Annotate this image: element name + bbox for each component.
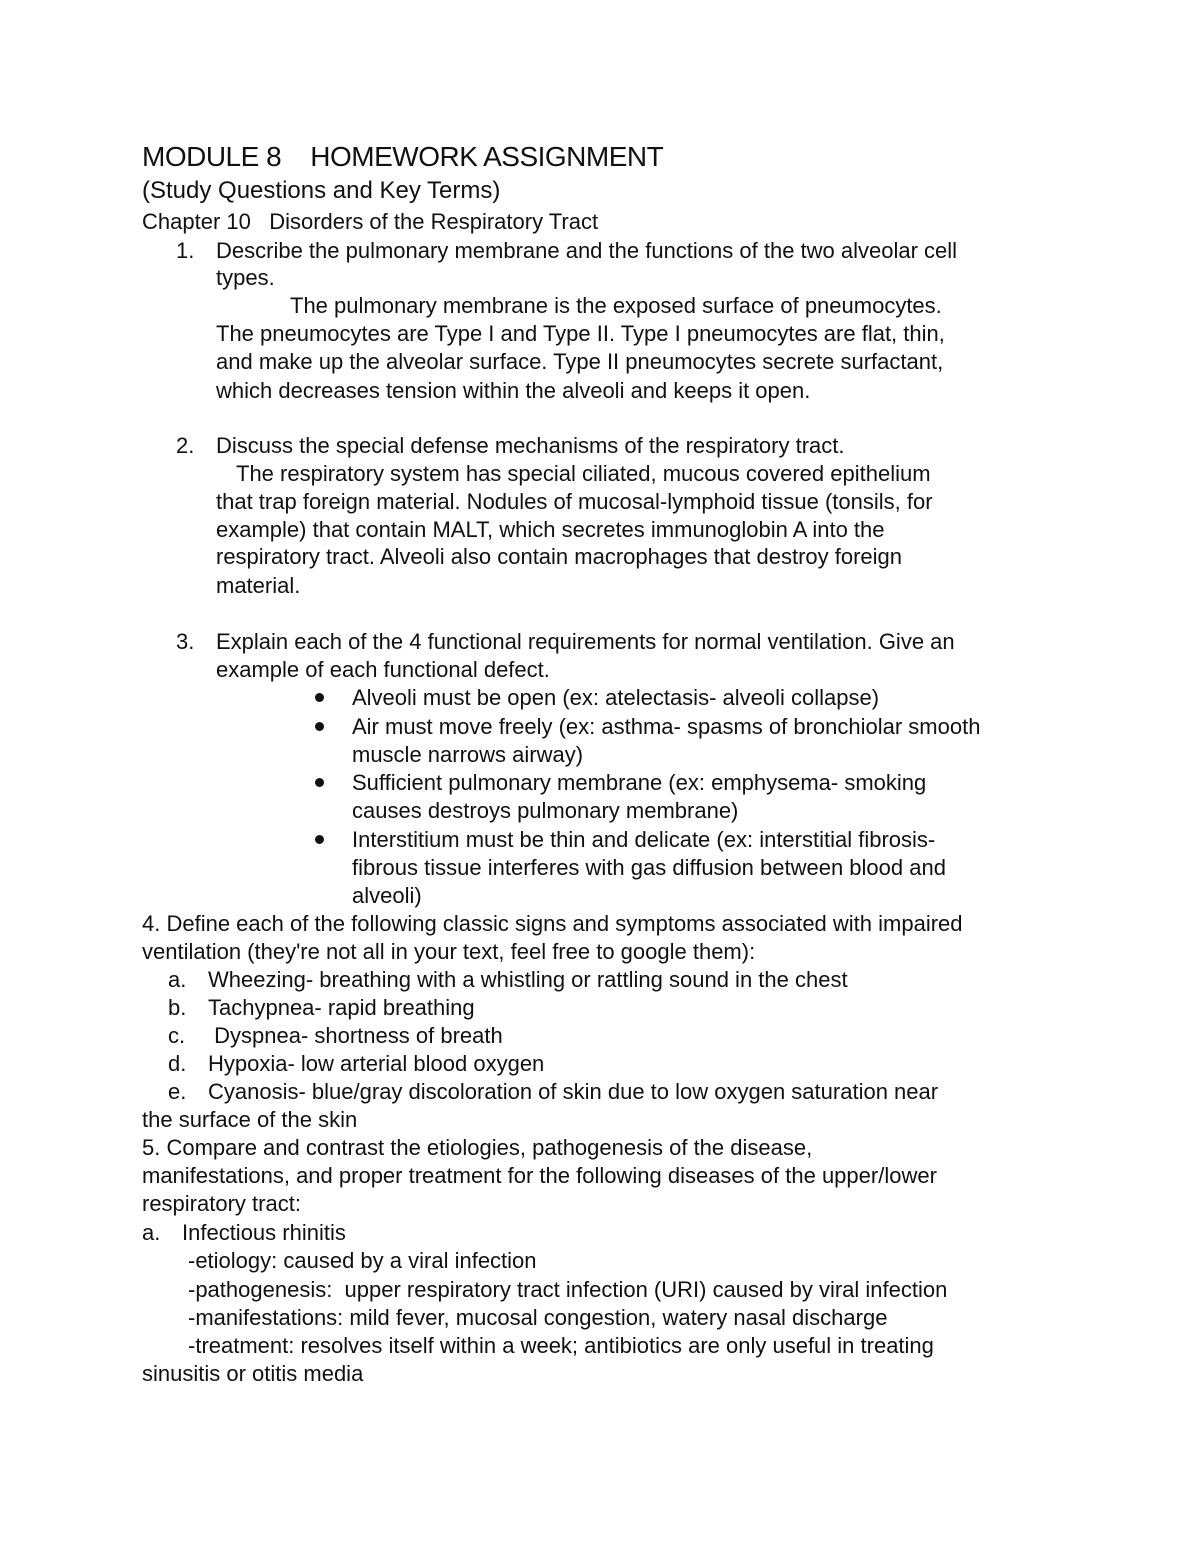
- bullet-icon: [315, 835, 324, 844]
- chapter-heading: Chapter 10 Disorders of the Respiratory Tract: [142, 209, 599, 234]
- q5-item-title: Infectious rhinitis: [182, 1220, 346, 1245]
- bullet-icon: [315, 722, 324, 731]
- q1-number: 1.: [176, 238, 195, 263]
- q4-item-text: Tachypnea- rapid breathing: [208, 995, 475, 1020]
- q4-item-text: Cyanosis- blue/gray discoloration of skin due to low oxygen saturation near: [208, 1079, 939, 1104]
- q5-item-letter: a.: [142, 1220, 161, 1245]
- q1-answer-line: which decreases tension within the alveoli and keeps it open.: [216, 378, 811, 403]
- q2-answer-line: material.: [216, 573, 301, 598]
- q1-answer-line: and make up the alveolar surface. Type II pneumocytes secrete surfactant,: [216, 349, 944, 374]
- q1-text-line: Describe the pulmonary membrane and the functions of the two alveolar cell: [216, 238, 958, 263]
- q4-item-text: Dyspnea- shortness of breath: [208, 1023, 503, 1048]
- q4-item-letter: b.: [168, 995, 187, 1020]
- bullet-icon: [315, 693, 324, 702]
- q3-bullet-line: Alveoli must be open (ex: atelectasis- alveoli collapse): [352, 685, 880, 710]
- q3-bullet-line: causes destroys pulmonary membrane): [352, 798, 739, 823]
- q3-bullet-line: Sufficient pulmonary membrane (ex: emphysema- smoking: [352, 770, 927, 795]
- q3-bullet-line: Interstitium must be thin and delicate (ex: interstitial fibrosis-: [352, 827, 936, 852]
- q2-answer-line: that trap foreign material. Nodules of mucosal-lymphoid tissue (tonsils, for: [216, 489, 933, 514]
- q4-item-letter: d.: [168, 1051, 187, 1076]
- q4-item-letter: a.: [168, 967, 187, 992]
- q2-answer-line: respiratory tract. Alveoli also contain macrophages that destroy foreign: [216, 544, 903, 569]
- q4-text-line: 4. Define each of the following classic signs and symptoms associated with impaired: [142, 911, 963, 936]
- q5-detail-wrap: sinusitis or otitis media: [142, 1361, 364, 1386]
- q4-item-text: Wheezing- breathing with a whistling or rattling sound in the chest: [208, 967, 848, 992]
- q2-answer-line: The respiratory system has special ciliated, mucous covered epithelium: [236, 461, 931, 486]
- q3-number: 3.: [176, 629, 195, 654]
- q3-text-line: Explain each of the 4 functional requirements for normal ventilation. Give an: [216, 629, 955, 654]
- q5-text-line: 5. Compare and contrast the etiologies, pathogenesis of the disease,: [142, 1135, 813, 1160]
- q4-item-text: Hypoxia- low arterial blood oxygen: [208, 1051, 545, 1076]
- q4-text-line: ventilation (they're not all in your text, feel free to google them):: [142, 939, 756, 964]
- q2-number: 2.: [176, 433, 195, 458]
- q2-text-line: Discuss the special defense mechanisms of the respiratory tract.: [216, 433, 845, 458]
- q1-answer-line: The pulmonary membrane is the exposed surface of pneumocytes.: [290, 293, 942, 318]
- q5-detail-line: -etiology: caused by a viral infection: [188, 1248, 537, 1273]
- q5-text-line: manifestations, and proper treatment for the following diseases of the upper/lower: [142, 1163, 937, 1188]
- q3-text-line: example of each functional defect.: [216, 657, 550, 682]
- q4-item-letter: c.: [168, 1023, 186, 1048]
- q3-bullet-line: muscle narrows airway): [352, 742, 584, 767]
- q4-item-letter: e.: [168, 1079, 187, 1104]
- q3-bullet-line: alveoli): [352, 883, 422, 908]
- q1-answer-line: The pneumocytes are Type I and Type II. Type I pneumocytes are flat, thin,: [216, 321, 945, 346]
- q3-bullet-line: Air must move freely (ex: asthma- spasms of bronchiolar smooth: [352, 714, 981, 739]
- q5-text-line: respiratory tract:: [142, 1191, 301, 1216]
- bullet-icon: [315, 778, 324, 787]
- q4-item-wrap: the surface of the skin: [142, 1107, 358, 1132]
- q1-text-line: types.: [216, 265, 275, 290]
- q5-detail-line: -pathogenesis: upper respiratory tract infection (URI) caused by viral infection: [188, 1277, 948, 1302]
- page-subtitle: (Study Questions and Key Terms): [142, 177, 501, 204]
- page-title: MODULE 8 HOMEWORK ASSIGNMENT: [142, 141, 664, 172]
- q5-detail-line: -manifestations: mild fever, mucosal congestion, watery nasal discharge: [188, 1305, 888, 1330]
- q2-answer-line: example) that contain MALT, which secretes immunoglobin A into the: [216, 517, 885, 542]
- q5-detail-line: -treatment: resolves itself within a week; antibiotics are only useful in treating: [188, 1333, 934, 1358]
- q3-bullet-line: fibrous tissue interferes with gas diffusion between blood and: [352, 855, 946, 880]
